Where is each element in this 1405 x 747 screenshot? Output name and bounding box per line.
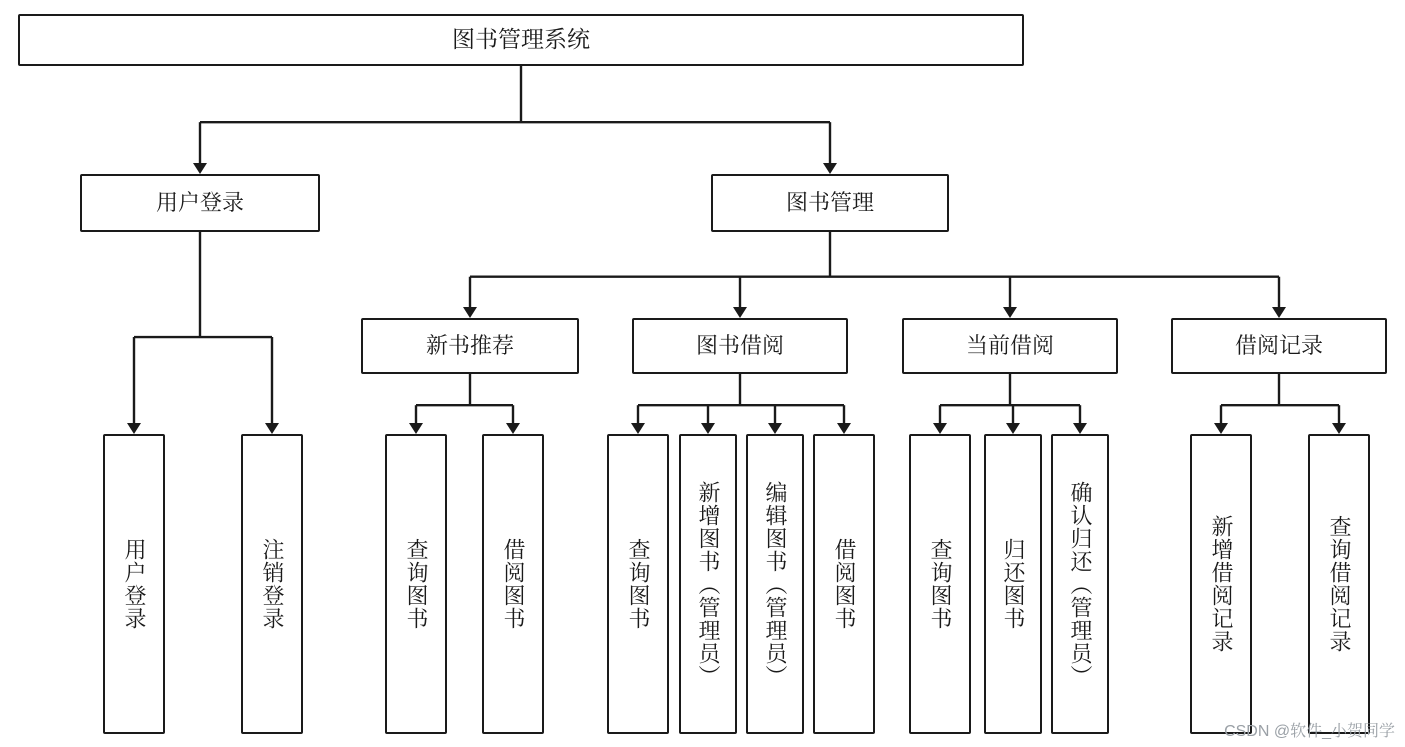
node-qryrec[interactable]: 查询借阅记录 xyxy=(1308,434,1370,734)
node-records[interactable]: 借阅记录 xyxy=(1171,318,1387,374)
node-root[interactable]: 图书管理系统 xyxy=(18,14,1024,66)
node-q3[interactable]: 查询图书 xyxy=(909,434,971,734)
node-q2[interactable]: 查询图书 xyxy=(607,434,669,734)
node-b2[interactable]: 借阅图书 xyxy=(813,434,875,734)
node-borrowbook[interactable]: 图书借阅 xyxy=(632,318,848,374)
node-newbook[interactable]: 新书推荐 xyxy=(361,318,579,374)
node-userlogin[interactable]: 用户登录 xyxy=(103,434,165,734)
node-current[interactable]: 当前借阅 xyxy=(902,318,1118,374)
node-edit1[interactable]: 编辑图书（管理员） xyxy=(746,434,804,734)
node-bookmgmt[interactable]: 图书管理 xyxy=(711,174,949,232)
node-userlogout[interactable]: 注销登录 xyxy=(241,434,303,734)
node-add1[interactable]: 新增图书（管理员） xyxy=(679,434,737,734)
node-conf1[interactable]: 确认归还（管理员） xyxy=(1051,434,1109,734)
node-q1[interactable]: 查询图书 xyxy=(385,434,447,734)
watermark-label: CSDN @软件_小贺同学 xyxy=(1224,723,1395,740)
node-addrec[interactable]: 新增借阅记录 xyxy=(1190,434,1252,734)
node-b1[interactable]: 借阅图书 xyxy=(482,434,544,734)
node-ret1[interactable]: 归还图书 xyxy=(984,434,1042,734)
node-login[interactable]: 用户登录 xyxy=(80,174,320,232)
